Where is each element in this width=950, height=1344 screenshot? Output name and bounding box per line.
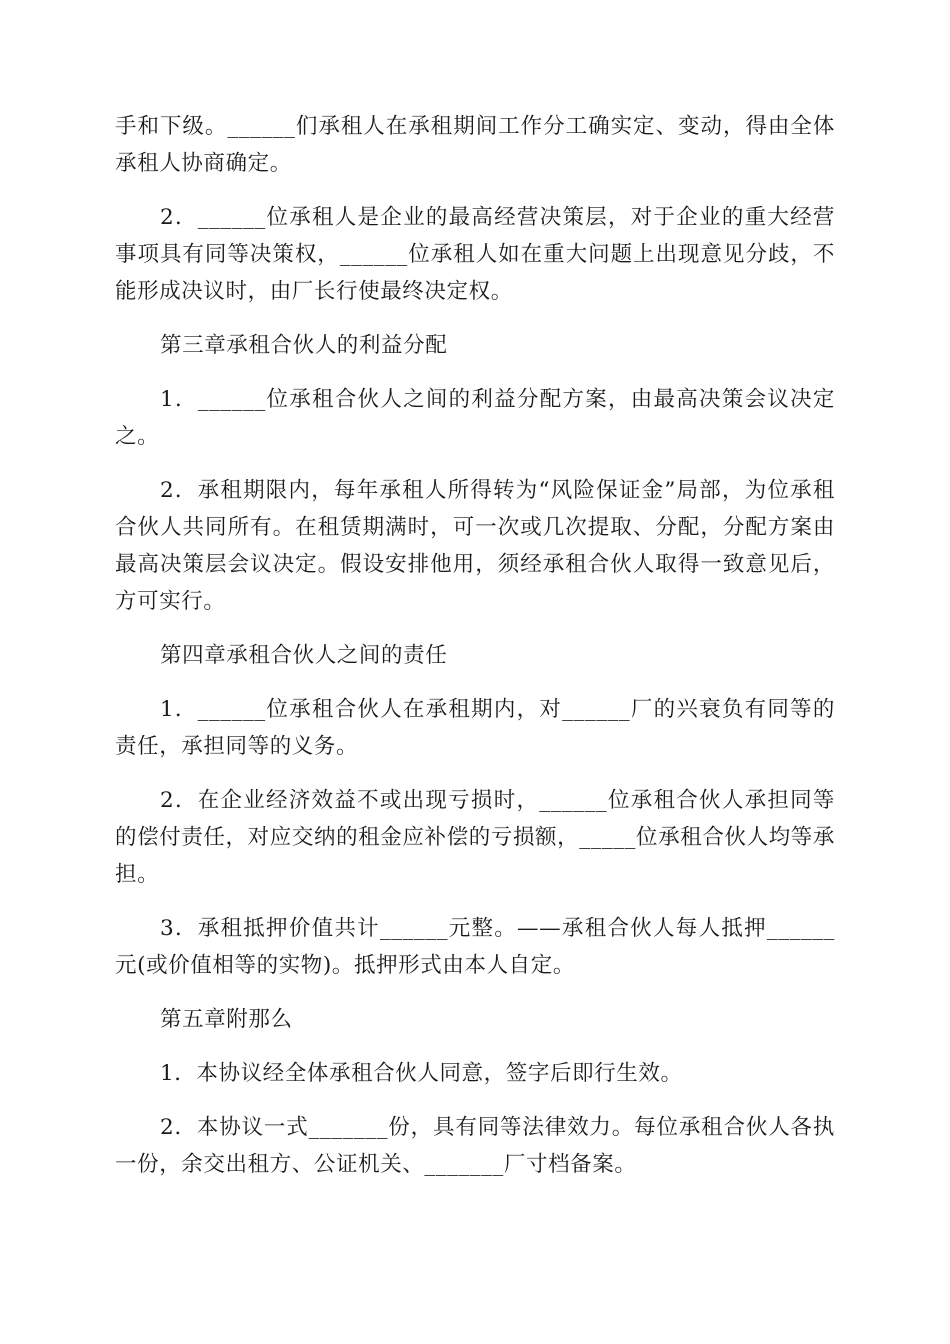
paragraph-clause-2-decision: 2．______位承租人是企业的最高经营决策层，对于企业的重大经营事项具有同等决策权，______位承租人如在重大问题上出现意见分歧，不能形成决议时，由厂长行使最终决定权。 xyxy=(115,205,835,304)
paragraph-ch4-clause-2: 2．在企业经济效益不或出现亏损时，______位承租合伙人承担同等的偿付责任，对应交纳的租金应补偿的亏损额，_____位承租合伙人均等承担。 xyxy=(115,788,835,887)
paragraph-ch4-clause-3: 3．承租抵押价值共计______元整。——承租合伙人每人抵押______元(或价值相等的实物)。抵押形式由本人自定。 xyxy=(115,916,835,978)
chapter-3-heading: 第三章承租合伙人的利益分配 xyxy=(160,333,448,358)
paragraph-ch3-clause-1: 1．______位承租合伙人之间的利益分配方案，由最高决策会议决定之。 xyxy=(115,387,835,449)
paragraph-ch4-clause-1: 1．______位承租合伙人在承租期内，对______厂的兴衰负有同等的责任，承担同等的义务。 xyxy=(115,697,835,759)
chapter-4-heading: 第四章承租合伙人之间的责任 xyxy=(160,643,448,668)
paragraph-ch3-clause-2: 2．承租期限内，每年承租人所得转为“风险保证金”局部，为位承租合伙人共同所有。在租赁期满时，可一次或几次提取、分配，分配方案由最高决策层会议决定。假设安排他用，须经承租合伙人取得一致意见后，方可实行。 xyxy=(115,478,835,614)
document-body xyxy=(115,108,835,1200)
paragraph-ch5-clause-2: 2．本协议一式_______份，具有同等法律效力。每位承租合伙人各执一份，余交出租方、公证机关、_______厂寸档备案。 xyxy=(115,1115,835,1177)
paragraph-continued: 手和下级。______们承租人在承租期间工作分工确实定、变动，得由全体承租人协商确定。 xyxy=(115,114,835,176)
chapter-5-heading: 第五章附那么 xyxy=(160,1007,293,1032)
paragraph-ch5-clause-1: 1．本协议经全体承租合伙人同意，签字后即行生效。 xyxy=(160,1061,683,1086)
